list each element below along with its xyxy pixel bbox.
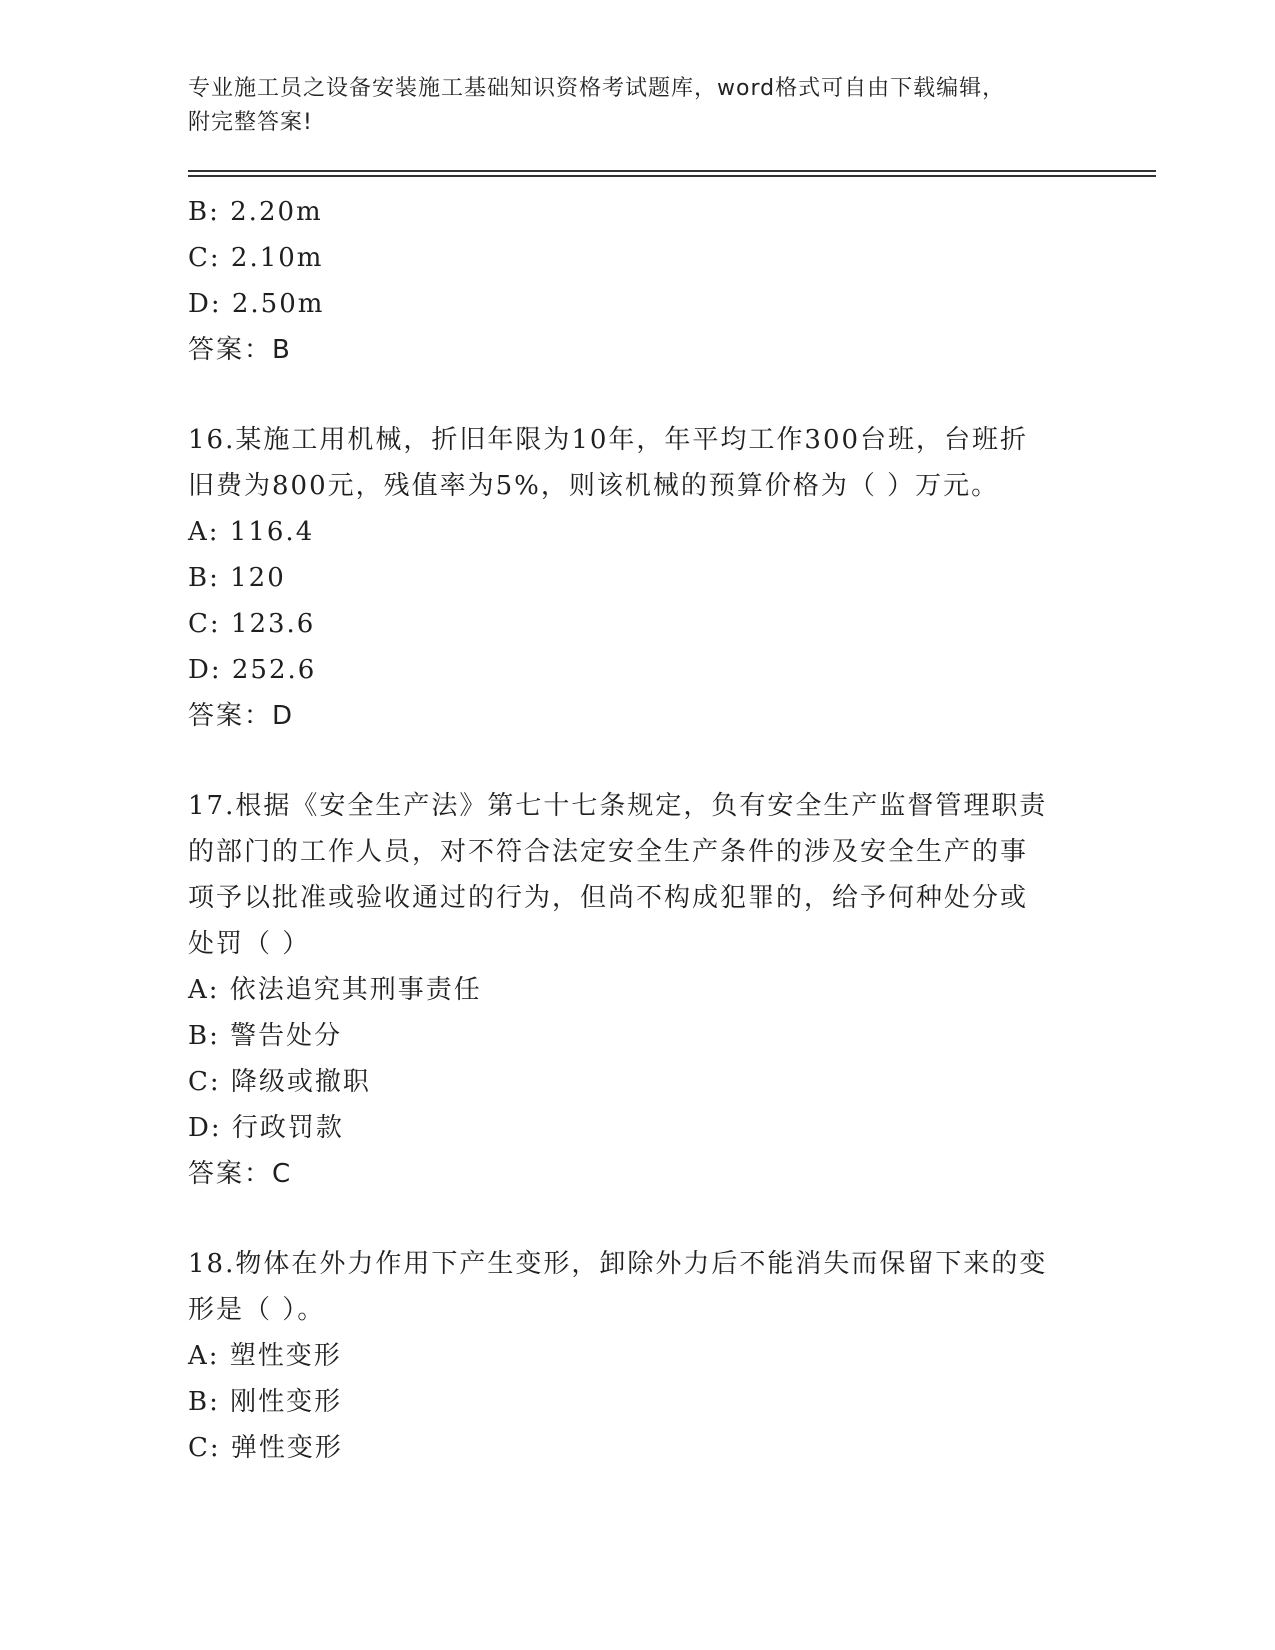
option-b: B: 警告处分 [188,1021,343,1051]
question-stem-line: 项予以批准或验收通过的行为，但尚不构成犯罪的，给予何种处分或 [188,883,1029,913]
question-stem-line: 处罚（ ） [188,929,311,959]
option-c: C: 降级或撤职 [188,1067,371,1097]
header-rule-bottom [188,175,1156,177]
question-content [188,189,1088,1471]
header-rule-top [188,170,1156,172]
question-15-tail [188,189,1088,373]
question-stem-line: 的部门的工作人员，对不符合法定安全生产条件的涉及安全生产的事 [188,837,1029,867]
header-title-line-2: 附完整答案! [188,110,313,135]
answer: 答案：D [188,701,295,731]
question-16 [188,417,1088,739]
option-b: B: 2.20m [188,197,323,227]
question-17 [188,783,1088,1197]
document-header [188,72,1068,140]
question-stem-line: 18.物体在外力作用下产生变形，卸除外力后不能消失而保留下来的变 [188,1249,1048,1279]
option-d: D: 252.6 [188,655,317,685]
option-a: A: 塑性变形 [188,1341,342,1371]
question-stem-line: 17.根据《安全生产法》第七十七条规定，负有安全生产监督管理职责 [188,791,1048,821]
question-stem-line: 旧费为800元，残值率为5%，则该机械的预算价格为（ ）万元。 [188,471,1000,501]
option-b: B: 120 [188,563,286,593]
header-title-line-1: 专业施工员之设备安装施工基础知识资格考试题库，word格式可自由下载编辑， [188,76,1006,101]
answer: 答案：B [188,335,292,365]
option-b: B: 刚性变形 [188,1387,343,1417]
option-a: A: 116.4 [188,517,315,547]
option-a: A: 依法追究其刑事责任 [188,975,482,1005]
option-c: C: 123.6 [188,609,316,639]
answer: 答案：C [188,1159,293,1189]
question-spacer [188,1197,1088,1241]
question-stem-line: 16.某施工用机械，折旧年限为10年，年平均工作300台班，台班折 [188,425,1029,455]
option-c: C: 2.10m [188,243,324,273]
question-18 [188,1241,1088,1471]
option-d: D: 行政罚款 [188,1113,344,1143]
question-spacer [188,739,1088,783]
option-d: D: 2.50m [188,289,325,319]
option-c: C: 弹性变形 [188,1433,343,1463]
question-stem-line: 形是（ ）。 [188,1295,326,1325]
question-spacer [188,373,1088,417]
